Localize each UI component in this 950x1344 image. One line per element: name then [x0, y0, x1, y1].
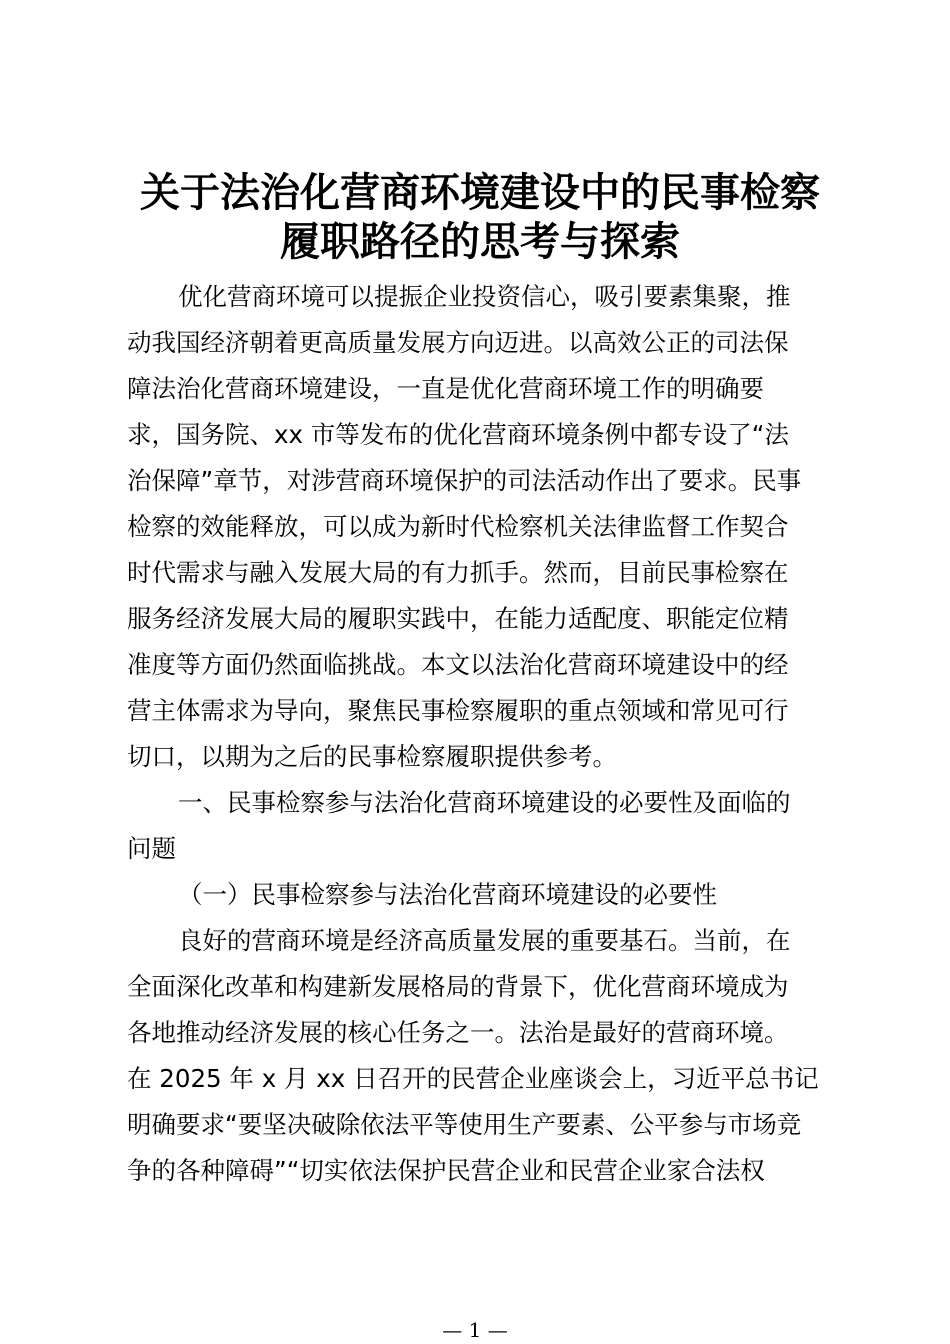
paragraph-line: 准度等方面仍然面临挑战。本文以法治化营商环境建设中的经	[127, 650, 789, 679]
paragraph-line: 优化营商环境可以提振企业投资信心，吸引要素集聚，推	[178, 282, 791, 311]
section-heading-line: 问题	[127, 834, 176, 863]
document-title-line-2: 履职路径的思考与探索	[280, 218, 680, 265]
paragraph-line: 在 2025 年 x 月 xx 日召开的民营企业座谈会上，习近平总书记	[127, 1064, 819, 1093]
paragraph-line: 动我国经济朝着更高质量发展方向迈进。以高效公正的司法保	[127, 328, 789, 357]
paragraph-line: 各地推动经济发展的核心任务之一。法治是最好的营商环境。	[127, 1018, 789, 1047]
paragraph-line: 服务经济发展大局的履职实践中，在能力适配度、职能定位精	[127, 604, 789, 633]
subsection-heading: （一）民事检察参与法治化营商环境建设的必要性	[178, 880, 717, 909]
paragraph-line: 检察的效能释放，可以成为新时代检察机关法律监督工作契合	[127, 512, 789, 541]
section-heading-line: 一、民事检察参与法治化营商环境建设的必要性及面临的	[178, 788, 791, 817]
document-title-line-1: 关于法治化营商环境建设中的民事检察	[140, 169, 820, 216]
paragraph-line: 求，国务院、xx 市等发布的优化营商环境条例中都专设了“法	[127, 420, 789, 449]
paragraph-line: 争的各种障碍”“切实依法保护民营企业和民营企业家合法权	[127, 1156, 765, 1185]
paragraph-line: 良好的营商环境是经济高质量发展的重要基石。当前，在	[178, 926, 791, 955]
paragraph-line: 治保障”章节，对涉营商环境保护的司法活动作出了要求。民事	[127, 466, 802, 495]
paragraph-line: 切口，以期为之后的民事检察履职提供参考。	[127, 742, 617, 771]
paragraph-line: 障法治化营商环境建设，一直是优化营商环境工作的明确要	[127, 374, 764, 403]
page-number: — 1 —	[442, 1318, 508, 1342]
paragraph-line: 全面深化改革和构建新发展格局的背景下，优化营商环境成为	[127, 972, 789, 1001]
paragraph-line: 明确要求“要坚决破除依法平等使用生产要素、公平参与市场竞	[127, 1110, 802, 1139]
paragraph-line: 营主体需求为导向，聚焦民事检察履职的重点领域和常见可行	[127, 696, 789, 725]
paragraph-line: 时代需求与融入发展大局的有力抓手。然而，目前民事检察在	[127, 558, 789, 587]
